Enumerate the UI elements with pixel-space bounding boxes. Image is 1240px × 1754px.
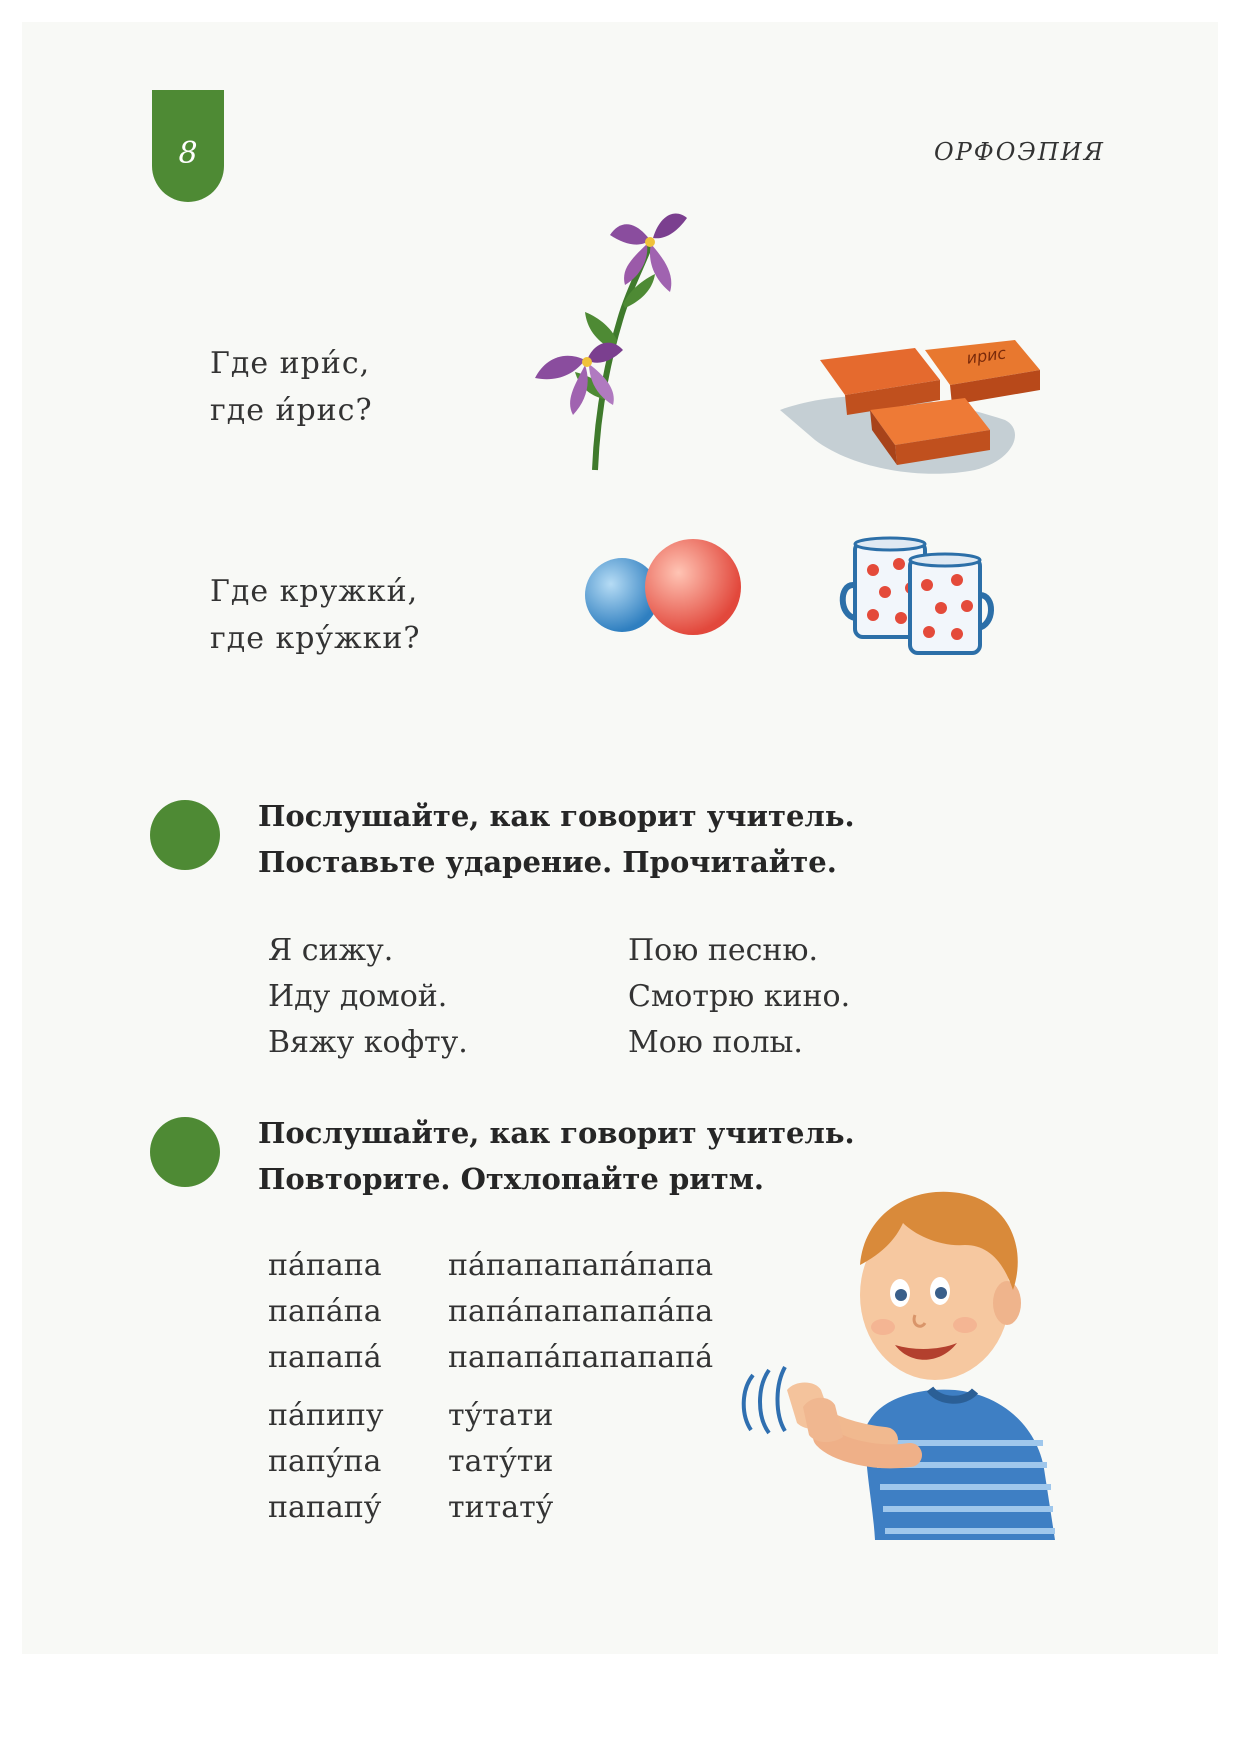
sentence: Вяжу кофту. — [268, 1025, 468, 1060]
iris-bloom-bottom — [535, 343, 623, 415]
rhyme-line: Где кружки́, — [210, 574, 419, 609]
syllable-pattern: титату́ — [448, 1490, 554, 1525]
instruction-line: Поставьте ударение. Прочитайте. — [258, 845, 837, 879]
iris-flower-illustration — [525, 200, 695, 475]
mug-right — [910, 554, 991, 653]
syllable-pattern: папапу́ — [268, 1490, 382, 1525]
mugs-illustration — [835, 530, 995, 665]
sentence: Смотрю кино. — [628, 979, 851, 1014]
balls-illustration — [580, 535, 750, 655]
candy-wrapper-label: ирис — [965, 343, 1008, 368]
iris-candy-illustration — [775, 330, 1065, 480]
boy-head — [860, 1192, 1021, 1380]
sentence: Пою песню. — [628, 933, 819, 968]
clapping-boy-illustration — [725, 1175, 1075, 1540]
sentence: Иду домой. — [268, 979, 448, 1014]
syllable-pattern: па́папапапа́папа — [448, 1248, 714, 1283]
sentence: Мою полы. — [628, 1025, 803, 1060]
clap-motion-lines — [744, 1367, 785, 1433]
page-number: 8 — [178, 136, 198, 171]
exercise-2-syllables-column-1 — [268, 1243, 384, 1531]
exercise-1-right-column — [628, 928, 850, 1066]
red-ball — [645, 539, 741, 635]
syllable-pattern: папа́па — [268, 1294, 382, 1329]
exercise-1-instruction — [258, 793, 855, 885]
exercise-2-marker — [150, 1117, 220, 1187]
syllable-pattern: папапа́папапапа́ — [448, 1340, 714, 1375]
exercise-1-left-column — [268, 928, 468, 1066]
instruction-line: Повторите. Отхлопайте ритм. — [258, 1162, 764, 1196]
syllable-pattern: тату́ти — [448, 1444, 554, 1479]
rhyme-iris — [210, 340, 373, 434]
sentence: Я сижу. — [268, 933, 394, 968]
syllable-pattern: па́папа — [268, 1248, 382, 1283]
exercise-2-syllables-column-2 — [448, 1243, 713, 1531]
section-title: ОРФОЭПИЯ — [933, 138, 1105, 166]
syllable-pattern: па́пипу — [268, 1398, 384, 1433]
rhyme-mugs — [210, 568, 421, 662]
rhyme-line: Где ири́с, — [210, 346, 371, 381]
syllable-pattern: папа́папапапа́па — [448, 1294, 714, 1329]
page-number-tab — [152, 90, 224, 202]
syllable-pattern: папапа́ — [268, 1340, 382, 1375]
instruction-line: Послушайте, как говорит учитель. — [258, 799, 855, 833]
syllable-pattern: папу́па — [268, 1444, 382, 1479]
rhyme-line: где и́рис? — [210, 393, 373, 428]
exercise-1-marker — [150, 800, 220, 870]
rhyme-line: где кру́жки? — [210, 621, 421, 656]
syllable-pattern: ту́тати — [448, 1398, 554, 1433]
instruction-line: Послушайте, как говорит учитель. — [258, 1116, 855, 1150]
